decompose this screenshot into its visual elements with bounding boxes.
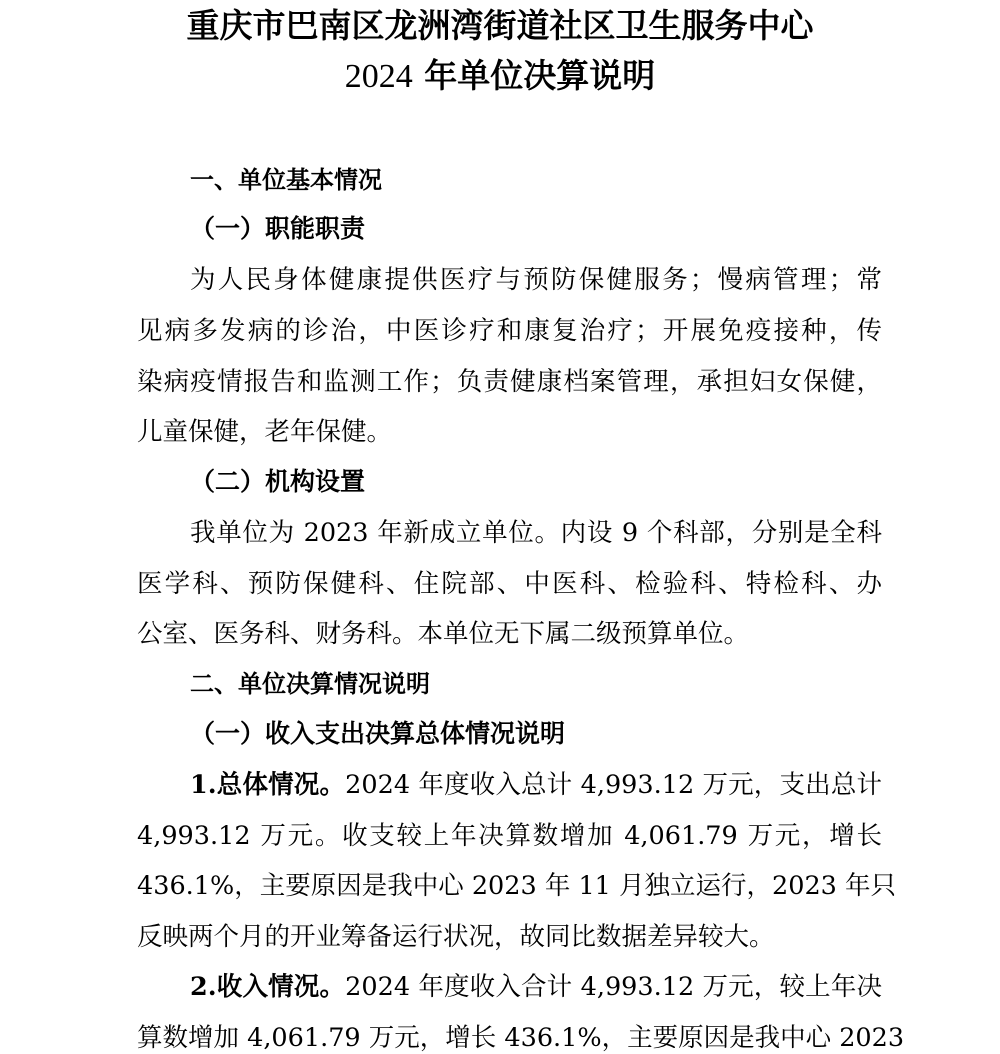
paragraph-text: 2024 年度收入总计 4,993.12 万元，支出总计 (345, 770, 882, 800)
section-1-2-heading: （二）机构设置 (190, 467, 366, 496)
paragraph-line: 我单位为 2023 年新成立单位。内设 9 个科部，分别是全科 (190, 518, 882, 548)
paragraph-line: 反映两个月的开业筹备运行状况，故同比数据差异较大。 (137, 922, 775, 952)
paragraph-line: 算数增加 4,061.79 万元，增长 436.1%，主要原因是我中心 2023 (137, 1023, 905, 1053)
section-2-1-heading: （一）收入支出决算总体情况说明 (190, 719, 566, 748)
paragraph-line (190, 769, 882, 801)
paragraph-lead: 1.总体情况。 (190, 770, 346, 800)
document-title-line-1: 重庆市巴南区龙洲湾街道社区卫生服务中心 (186, 6, 814, 45)
section-2-heading: 二、单位决算情况说明 (190, 670, 430, 698)
paragraph-line: 为人民身体健康提供医疗与预防保健服务；慢病管理；常 (190, 265, 882, 295)
paragraph-line: 染病疫情报告和监测工作；负责健康档案管理，承担妇女保健， (137, 367, 882, 397)
paragraph-text: 2024 年度收入合计 4,993.12 万元，较上年决 (345, 972, 882, 1002)
section-1-1-heading: （一）职能职责 (190, 214, 366, 243)
title-rest: 年单位决算说明 (412, 56, 656, 95)
paragraph-lead: 2.收入情况。 (190, 972, 346, 1002)
document-title-line-2 (0, 56, 1000, 97)
paragraph-line: 医学科、预防保健科、住院部、中医科、检验科、特检科、办 (137, 569, 882, 599)
paragraph-line: 见病多发病的诊治，中医诊疗和康复治疗；开展免疫接种，传 (137, 316, 882, 346)
title-year: 2024 (344, 58, 413, 95)
paragraph-line: 4,993.12 万元。收支较上年决算数增加 4,061.79 万元，增长 (137, 821, 882, 851)
paragraph-line: 公室、医务科、财务科。本单位无下属二级预算单位。 (137, 619, 750, 649)
paragraph-line: 436.1%，主要原因是我中心 2023 年 11 月独立运行，2023 年只 (137, 871, 896, 901)
paragraph-line: 儿童保健，老年保健。 (137, 417, 393, 447)
paragraph-line (190, 971, 882, 1003)
section-1-heading: 一、单位基本情况 (190, 166, 382, 194)
